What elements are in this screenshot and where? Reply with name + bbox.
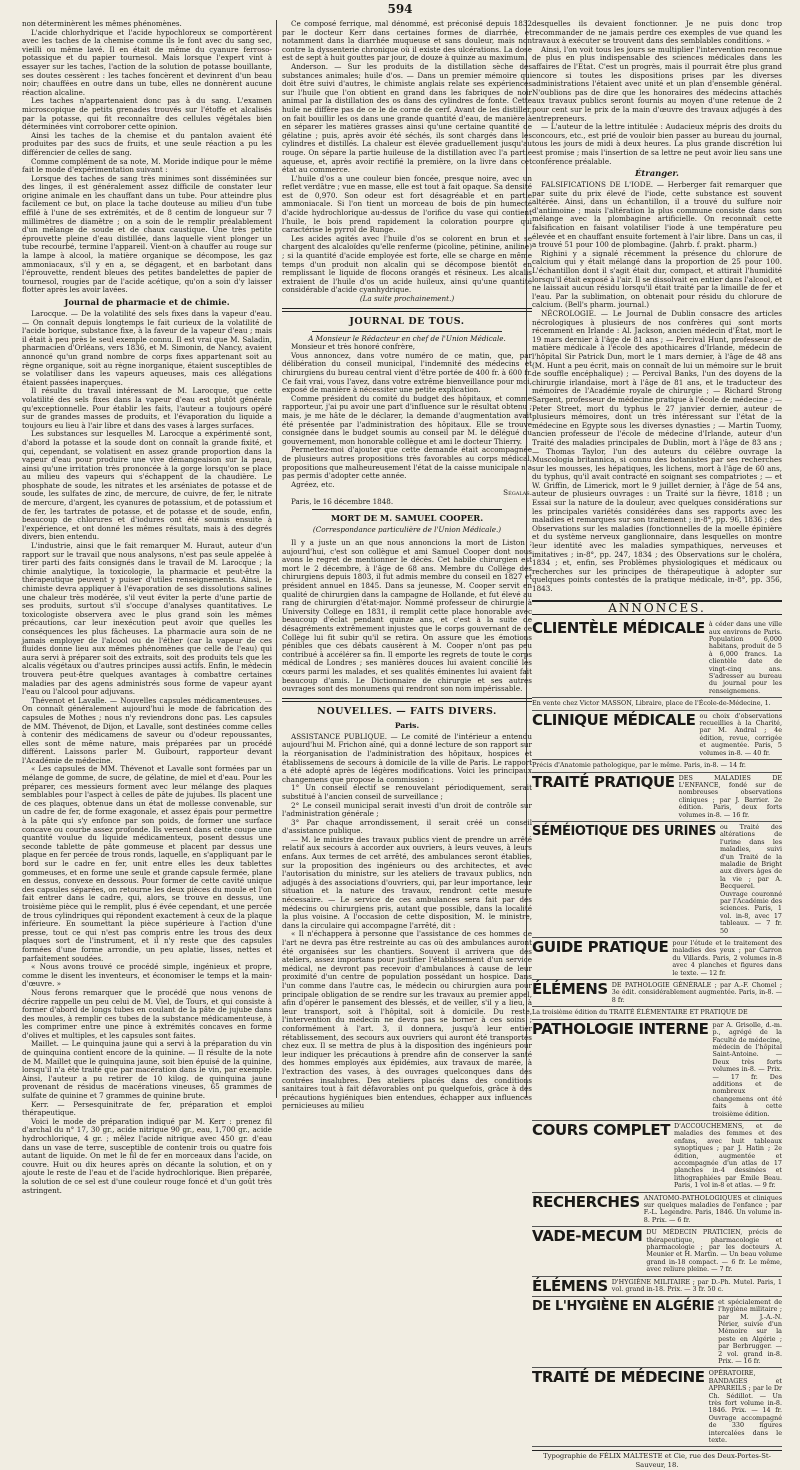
paragraph: Lorsque des taches de sang très minimes sont disséminées sur des linges, il est généralement assez difficile de constater leur origine animale en les chauffant dans un tube. Pour atteindre plus facilement ce but, on place la tache douteuse au milieu d'un tube effilé à l'une de ses extrémités, et de 8 centim de longueur sur 7 millimètres de diamètre ; on a soin de le remplir préalablement d'un mélange de soude et de chaux caustique. Une très petite éprouvette pleine d'eau distillée, dans laquelle vient plonger un tube recourbé, termine l'appareil. Vient-on à chauffer au rouge sur la lampe à alcool, la matière organique se décompose, les gaz ammoniacaux, s'il y en a, se dégagent, et en barbotant dans l'éprouvette, rendent bleues des petites bandelettes de papier de tournesol, rougies par de l'acide acétique, qu'on a soin d'y laisser flotter après les avoir lavées. — [22, 173, 272, 295]
section-title: NOUVELLES. — FAITS DIVERS. — [317, 705, 497, 717]
ad-item — [532, 1007, 782, 1019]
paragraph: Il résulte du travail intéressant de M. Larocque, que cette volatilité des sels fixes dans la vapeur d'eau est plutôt générale qu'exceptionnelle. Pour établir les faits, l'auteur a toujours opéré sur de grandes masses de produits, et l'évaporation du liquide a toujours eu lieu à l'air libre et dans des vases à larges surfaces. — [22, 386, 272, 430]
paragraph: Les acides agités avec l'huile d'os se colorent en brun et se chargent des alcaloïdes qu'elle renferme (picoline, pétinine, aniline) ; si la quantité d'acide employée est forte, elle se charge en même temps d'un produit non alcalin qui se décompose bientôt en remplissant le liquide de flocons orangés et résineux. Les alcalis extraient de l'huile d'os un acide huileux, ainsi qu'une quantité considérable d'acide cyanhydrique. — [282, 233, 532, 295]
paragraph: Maillet. — Le quinquina jaune qui a servi à la préparation du vin de quinquina contient encore de la quinine. — Il résulte de la note de M. Maillet que le quinquina jaune, soit bien épuisé de la quinine, lorsqu'il n'a été traité que par macération dans le vin, par exemple. Ainsi, l'auteur a pu retirer de 10 kilog. de quinquina jaune provenant de résidus de macérations vineuses, 65 grammes de sulfate de quinine et 7 grammes de quinine brute. — [22, 1039, 272, 1101]
paragraph: ASSISTANCE PUBLIQUE. — Le comité de l'intérieur a entendu aujourd'hui M. Frichon aîné, qui a donné lecture de son rapport sur la réorganisation de l'administration des hôpitaux, hospices et établissemens de secours à domicile de la ville de Paris. Le rapport a été adopté après de légères modifications. Voici les principaux changemens que propose la commission : — [282, 731, 532, 784]
ads-heading: ANNONCES. — [532, 600, 782, 616]
letter-address: A Monsieur le Rédacteur en chef de l'Union Médicale. — [308, 333, 506, 343]
ad-body: DE PATHOLOGIE GÉNÉRALE ; par A.-F. Chomel ; 3e édit. considérablement augmentée. Paris, in-8. — 8 fr. — [611, 981, 782, 1004]
ad-body: DU MÉDECIN PRATICIEN, précis de thérapeutique, pharmacologie et pharmacologie ; par les docteurs A. Meunier et H. Martin. — Un beau volume grand in-18 compact. — 6 fr. Le même, avec reliure pleine. — 7 fr. — [646, 1228, 782, 1274]
section-subtitle: (Correspondance particulière de l'Union Médicale.) — [312, 525, 502, 535]
ad-body: La troisième édition du TRAITÉ ÉLÉMENTAIRE ET PRATIQUE DE — [532, 1008, 748, 1017]
ad-title: ÉLÉMENS — [532, 1276, 608, 1295]
ad-item — [532, 698, 782, 710]
paragraph: Les taches n'appartenaient donc pas à du sang. L'examen microscopique de petits grenades trouvés sur l'étoffe et alcalisés par la potasse, qui fit reconnaître des cellules végétales bien déterminées vint corroborer cette opinion. — [22, 96, 272, 132]
ad-title: VADE-MECUM — [532, 1227, 643, 1246]
ad-item — [532, 1121, 782, 1193]
ad-body: D'ACCOUCHEMENS, et de maladies des femmes et des enfans, avec huit tableaux synoptiques ; par J. Hatin ; 2e édition, augmentée et accompagnée d'un atlas de 17 planches in-4 dessinées et lithographiées par Émile Beau. Paris, 1 vol in-8 et atlas. — 9 fr. — [674, 1121, 782, 1190]
ad-title: CLIENTÈLE MÉDICALE — [532, 619, 705, 638]
ad-title: PATHOLOGIE INTERNE — [532, 1019, 709, 1038]
ad-body: à céder dans une ville aux environs de Paris. Population 6,000 habitans, produit de 5 à 6,000 francs. La clientèle date de vingt-cinq ans. S'adresser au bureau du journal pour les renseignemens. — [708, 620, 782, 695]
paragraph: Vous annoncez, dans votre numéro de ce matin, que, par délibération du conseil municipal, l'indemnité des médecins et chirurgiens du bureau central vient d'être portée de 400 fr. à 600 fr. Ce fait vrai, vous l'avez, dans votre extrême bienveillance pour moi, exposé de manière à nécessiter une petite explication. — [282, 350, 532, 395]
column-rule — [276, 20, 277, 1098]
ad-body: pour l'étude et le traitement des maladies des yeux ; par Carron du Villards. Paris, 2 volumes in-8 avec 4 planches et figures dans le texte. — 12 fr. — [672, 939, 782, 977]
ad-item — [532, 1277, 782, 1297]
ad-item — [532, 1020, 782, 1121]
paragraph: 2° Le conseil municipal serait investi d'un droit de contrôle sur l'administration générale ; — [282, 800, 532, 819]
ad-body: D'HYGIÈNE MILITAIRE ; par D.-Ph. Mutel. Paris, 1 vol. grand in-18. Prix. — 3 fr. 50 c. — [611, 1277, 782, 1294]
ad-title: COURS COMPLET — [532, 1120, 671, 1139]
continued-note: (La suite prochainement.) — [359, 294, 455, 303]
paragraph: desquelles ils devaient fonctionner. Je ne puis donc trop recommander de ne jamais perdre ces exemples de vue quand les travaux à exécuter se trouvent dans des semblables conditions. » — [532, 19, 782, 46]
ad-item — [532, 1297, 782, 1369]
ad-item — [532, 1368, 782, 1447]
ad-body: DES MALADIES DE L'ENFANCE, fondé sur de nombreuses observations cliniques ; par J. Barrier. 2e édition. Paris, deux forts volumes in-8. — 16 fr. — [678, 773, 782, 819]
paragraph: Les substances sur lesquelles M. Larocque a expérimenté sont, d'abord la potasse et la soude dont on connaît la grande fixité, et qui, cependant, se volatisent en assez grande proportion dans la vapeur d'eau pour produire une vive démangeaison sur la peau, ainsi qu'une irritation très prononcée à la gorge lorsqu'on se place au milieu des vapeurs qui s'échappent de la chaudière. Le phosphate de soude, les nitrates et les arséniates de potasse et de soude, les sulfates de zinc, de mercure, de cuivre, de fer, le nitrate de mercure, d'argent, les cyanures de potassium, et de potassium et de fer, les tartrates de potasse, et de potasse et de soude, enfin, beaucoup de chlorures et d'iodures ont été soumis ensuite à l'expérience, et ont donné les mêmes résultats, mais à des degrés divers, bien entendu. — [22, 429, 272, 542]
divider — [312, 509, 502, 510]
paragraph: Anderson. — Sur les produits de la distillation sèche des substances animales; huile d'os. — Dans un premier mémoire qui doit être suivi d'autres, le chimiste anglais relate ses expériences sur l'huile que l'on obtient en grand dans les fabriques de noir animal par la distillation des os dans des cylindres de fonte. Cette huile ne diffère pas de ce le de corne de cerf. Avant de les distiller, on fait bouillir les os dans une grande quantité d'eau, de manière à en séparer les matières grasses ainsi qu'une certaine quantité de gélatine ; puis, après avoir été séchés, ils sont chargés dans les cylindres et distillés. La chaleur est élevée graduellement jusqu'au rouge. On sépare la partie huileuse de la distillation avec l'a partie aqueuse, et, après avoir rectifié la première, on la livre dans cet état au commerce. — [282, 61, 532, 175]
letter-signature: Ségalas. — [503, 488, 532, 498]
ad-title: TRAITÉ PRATIQUE — [532, 772, 675, 791]
paragraph: Ainsi les taches de la chemise et du pantalon avaient été produites par des sucs de fruits, et une seule réaction a pu les différencier de celles de sang. — [22, 130, 272, 157]
paragraph: Righini y a signalé récemment la présence du chlorure de calcium qui y était mélangé dans la proportion de 25 pour 100. L'échantillon dont il s'agit était dur, compact, et attirait l'humidité lorsqu'il était exposé à l'air. Il se dissolvait en entier dans l'alcool, et ne laissait aucun résidu lorsqu'il était traité par la limaille de fer et l'eau. Par la sublimation, on obtenait pour résidu du chlorure de calcium. (Bell's pharm. journal.) — [532, 248, 782, 310]
ad-title: ÉLÉMENS — [532, 980, 608, 999]
ad-title: DE L'HYGIÈNE EN ALGÉRIE — [532, 1298, 715, 1314]
paragraph: — M. le ministre des travaux publics vient de prendre un arrêté relatif aux secours à accorder aux ouvriers, à leurs veuves, à leurs enfans. Aux termes de cet arrêté, des ambulances seront établies, sur la proposition des ingénieurs ou des architectes, et avec l'autorisation du ministre, sur les ateliers de travaux publics, non adjugés à des associations d'ouvriers, qui, par leur importance, leur situation et la nature des travaux, rendront cette mesure nécessaire. — Le service de ces ambulances sera fait par des médecins ou chirurgiens pris, autant que possible, dans la localité la plus voisine. A l'occasion de cette disposition, M. le ministre, dans la circulaire qui accompagne l'arrêté, dit : — [282, 834, 532, 930]
paragraph: FALSIFICATIONS DE L'IODE. — Herberger fait remarquer que par suite du prix élevé de l'iode, cette substance est souvent altérée. Ainsi, dans un échantillon, il a trouvé du sulfure noir d'antimoine ; mais l'altération la plus commune consiste dans son mélange avec la plombagine artificielle. On reconnaît cette falsification en faisant volatiliser l'iode à une température peu élevée et en chauffant ensuite fortement à l'air libre. Dans un cas, il a trouvé 51 pour 100 de plombagine. (Jahrb. f. prakt. pharm.) — [532, 180, 782, 250]
paragraph: 1° Un conseil électif se renouvelant périodiquement, serait substitué à l'ancien conseil de surveillance ; — [282, 783, 532, 801]
ad-item — [532, 938, 782, 980]
section-title: MORT DE M. SAMUEL COOPER. — [330, 513, 484, 524]
divider — [282, 308, 532, 312]
ad-item — [532, 773, 782, 822]
paragraph: Permettez-moi d'ajouter que cette demande était accompagnée de plusieurs autres propositions très favorables au corps médical, propositions que malheureusement l'état de la caisse municipale n'a pas permis d'adopter cette année. — [282, 445, 532, 481]
ad-item — [532, 1227, 782, 1276]
paragraph: NÉCROLOGIE. — Le Journal de Dublin consacre des articles nécrologiques à plusieurs de nos confrères qui sont morts récemment en Irlande : Al. Jackson, ancien médecin d'État, mort le 19 mars dernier à l'âge de 81 ans ; — Percival Hunt, professeur de matière médicale à l'école des apothicaires d'Irlande, médecin de l'hôpital Sir Patrick Dun, mort le 1 mars dernier, à l'âge de 48 ans (M. Hunt a peu écrit, mais on connaît de lui un mémoire sur le bruit de souffle encéphalique) ; — Percival Banks, l'un des doyens de la chirurgie irlandaise, mort à l'âge de 81 ans, et le traducteur des mémoires de l'Académie royale de chirurgie ; — Richard Strong Sargent, professeur de médecine pratique à l'école de médecine ; — Peter Street, mort du typhus le 27 janvier dernier, auteur de plusieurs mémoires, dont un très intéressant sur l'état de la médecine en Egypte sous les diverses dynasties ; — Martin Tuomy, ancien professeur de l'école de médecine d'Irlande, auteur d'un Traité des maladies principales de Dublin, mort à l'âge de 83 ans ; — Thomas Taylor, l'un des auteurs du célèbre ouvrage la Muscologia britannica, si connu des botanistes par ses recherches sur les mousses, les hépatiques, les lichens, mort à l'âge de 60 ans, du typhus, qu'il avait contracté en soignant ses compatriotes ; — et W. Griffin, de Limerick, mort le 9 juillet dernier, à l'âge de 54 ans, auteur de plusieurs ouvrages : un Traité sur la fièvre, 1818 ; un Essai sur la nature de la douleur, avec quelques considérations sur les principales variétés considérées dans ses rapports avec les maladies et remarques sur son traitement ; in-8°, pp. 96, 1836 ; des Observations sur les maladies (fonctionnelles de la moelle épinière et du système nerveux ganglionnaire, dans lesquelles on montre leur identité avec les maladies sympathiques, nerveuses et imitatives ; in-8°, pp. 247, 1834 ; des Observations sur le choléra, 1834 ; et, enfin, ses Problèmes physiologiques et médicaux ou recherches sur les principes de thérapeutique à adopter sur quelques points contestés de la pratique médicale, in-8°, pp. 356, 1843. — [532, 309, 782, 593]
printer-footer: Typographie de FÉLIX MALTESTE et Cie, rue des Deux-Portes-St-Sauveur, 18. — [532, 1450, 782, 1469]
ad-item — [532, 822, 782, 938]
paragraph: Agréez, etc. — [291, 479, 335, 489]
ad-item — [532, 1193, 782, 1228]
page-number: 594 — [387, 2, 413, 16]
section-title: JOURNAL DE TOUS. — [349, 315, 465, 327]
ads-list — [532, 619, 782, 1447]
paragraph: Nous ferons remarquer que le procédé que nous venons de décrire rappelle un peu celui de M. Viel, de Tours, et qui consiste à former d'abord de longs tubes en coulant de la pâte de jujube dans des moules, à remplir ces tubes de la substance médicamenteuse, à les comprimer entre une pince à extrémités concaves en forme d'olives et multiples, et les capsules sont faites. — [22, 987, 272, 1040]
letter-date: Paris, le 16 décembre 1848. — [291, 496, 394, 506]
paragraph: Ainsi, l'on voit tous les jours se multiplier l'intervention reconnue de plus en plus indispensable des sciences médicales dans les affaires de l'Etat. C'est un progrès, mais il pourrait être plus grand encore si toutes les dispositions prises par les diverses administrations l'étaient avec unité et un plan d'ensemble général. N'oublions pas de dire que les honoraires des médecins attachés aux travaux publics seront fournis au moyen d'une retenue de 2 pour cent sur le prix de la main d'œuvre des travaux adjugés à des entrepreneurs. — [532, 44, 782, 123]
ad-item — [532, 760, 782, 772]
divider — [282, 698, 532, 702]
paragraph: non déterminèrent les mêmes phénomènes. — [22, 19, 182, 28]
paragraph: Comme président du comité du budget des hôpitaux, et comme rapporteur, j'ai pu avoir une part d'influence sur le résultat obtenu ; mais, je me hâte de le déclarer, la demande d'augmentation avait été présentée par l'administration des hôpitaux. Elle se trouve consignée dans le budget soumis au conseil par M. le délégué du gouvernement, mon honorable collègue et ami le docteur Thierry. — [282, 393, 532, 446]
column-2 — [282, 19, 532, 1111]
paragraph: — L'auteur de la lettre intitulée : Audacieux mépris des droits du concours, etc., est prié de vouloir bien passer au bureau du journal, tous les jours de midi à deux heures. La plus grande discrétion lui est promise ; mais l'insertion de sa lettre ne peut avoir lieu sans une conférence préalable. — [532, 122, 782, 166]
ad-body: En vente chez Victor MASSON, Libraire, place de l'École-de-Médecine, 1. — [532, 699, 771, 708]
ad-title: SÉMÉIOTIQUE DES URINES — [532, 823, 716, 839]
paragraph: Kerr. — Persesquinitrate de fer, préparation et emploi thérapeutique. — [22, 1099, 272, 1118]
paragraph: L'acide chlorhydrique et l'acide hypochloreux se comportèrent avec les taches de la chemise comme ils le font avec du sang sec, vieilli ou même lavé. Il en était de même du cyanure ferroso-potassique et du papier tournesol. Mais lorsque l'expert vint à essayer sur les taches, l'action de la solution de potasse bouillante, ses doutes cessèrent : les taches foncèrent et devinrent d'un beau noir; chauffées en outre dans un tube, elles ne donnèrent aucune réaction alcaline. — [22, 27, 272, 97]
location-heading: Paris. — [394, 720, 420, 730]
ad-title: CLINIQUE MÉDICALE — [532, 710, 696, 729]
ad-title: RECHERCHES — [532, 1192, 640, 1211]
section-heading: Journal de pharmacie et de chimie. — [64, 297, 230, 307]
paragraph: Il y a juste un an que nous annoncions la mort de Liston ; aujourd'hui, c'est son collègue et ami Samuel Cooper dont nous avons le regret de mentionner le décès. Cet habile chirurgien est mort le 2 décembre, à l'âge de 68 ans. Membre du Collège des chirurgiens depuis 1803, il fut admis membre du conseil en 1827 et président annuel en 1845. Dans sa jeunesse, M. Cooper servit en qualité de chirurgien dans la campagne de Hollande, et fut élevé au rang de chirurgien d'état-major. Nommé professeur de chirurgie à University College en 1831, il remplit cette place honorable avec beaucoup d'éclat pendant quinze ans, et c'est à la suite de désagréments extrêmement injustes que le corps gouvernant de ce Collège lui fit subir qu'il se retira. On assure que les émotions pénibles que ces débats causèrent à M. Cooper n'ont pas peu contribué à accélérer sa fin. Il emporte les regrets de toute le corps médical de Londres ; ses manières douces lui avaient concilié les cœurs parmi les malades, et ses qualités éminentes lui avaient fait beaucoup d'amis. Le Dictionnaire de chirurgie et ses autres ouvrages sont des monumens qui rendront son nom impérissable. — [282, 538, 532, 694]
ad-body: ou Traité des altérations de l'urine dans les maladies, suivi d'un Traité de la maladie de Bright aux divers âges de la vie ; par A. Becquerel. Ouvrage couronné par l'Académie des sciences. Paris, 1 vol. in-8, avec 17 tableaux. — 7 fr. 50 — [719, 822, 782, 935]
ad-body: par A. Grisolle, d.-m. p., agrégé de la Faculté de médecine, médecin de l'hôpital Saint-Antoine. — Deux très forts volumes in-8. — Prix. — 17 fr. Des additions et de nombreux changemens ont été faits à cette troisième édition. — [712, 1020, 782, 1118]
ad-body: ANATOMO-PATHOLOGIQUES et cliniques sur quelques maladies de l'enfance ; par F.-L. Legendre. Paris, 1846. Un volume in-8. Prix. — 6 fr. — [643, 1193, 782, 1224]
paragraph: Thévenot et Lavalle. — Nouvelles capsules médicamenteuses. — On connaît généralement aujourd'hui le mode de fabrication des capsules de Mothes ; nous n'y reviendrons donc pas. Les capsules de MM. Thévenot, de Dijon, et Lavalle, sont destinées comme celles à contenir des médicamens de saveur ou d'odeur repoussantes, elles sont de même nature, mais préparées par un procédé différent. Laissons parler M. Guibourt, rapporteur devant l'Académie de médecine. — [22, 695, 272, 765]
divider — [312, 331, 502, 332]
ad-title: TRAITÉ DE MÉDECINE — [532, 1368, 705, 1387]
ad-body: OPÉRATOIRE, BANDAGES et APPAREILS ; par le Dr Ch. Sédillot. — Un très fort volume in-8. 1846. Prix. — 14 fr. Ouvrage accompagné de 330 figures intercalées dans le texte. — [708, 1369, 782, 1444]
letter-salutation: Monsieur et très honoré confrère, — [291, 342, 416, 352]
paragraph: Larocque. — De la volatilité des sels fixes dans la vapeur d'eau. — On connaît depuis longtemps le fait curieux de la volatilité de l'acide borique, substance fixe, à la faveur de la vapeur d'eau ; mais il était à peu près le seul exemple connu. Il est vrai que M. Saladin, pharmacien d'Orléans, vers 1836, et M. Simonin, de Nancy, avaient annoncé qu'un grand nombre de corps fixes appartenant soit au règne organique, soit au règne inorganique, étaient susceptibles de se volatiliser dans les vapeurs aqueuses, mais ces allégations étaient passées inaperçues. — [22, 309, 272, 387]
ad-item — [532, 980, 782, 1007]
paragraph: « Nous avons trouvé ce procédé simple, ingénieux et propre, comme le disent les inventeurs, et économiser le temps et la main-d'œuvre. » — [22, 962, 272, 989]
section-heading: Étranger. — [635, 168, 679, 179]
paragraph: Voici le mode de préparation indiqué par M. Kerr : prenez fil d'archal du n° 17, 30 gr., acide nitrique 90 gr., eau, 1,700 gr., acide hydrochlorique, 4 gr. ; mêlez l'acide nitrique avec 450 gr. d'eau dans un vase de terre, susceptible de contenir trois ou quatre fois autant de liquide. On met le fil de fer en morceaux dans l'acide, on couvre. Huit ou dix heures après on décante la solution, et on y ajoute le reste de l'eau et de l'acide hydrochlorique. Bien préparée, la solution de ce sel est d'une couleur rouge foncé et d'un goût très astringent. — [22, 1116, 272, 1195]
column-1 — [22, 19, 272, 1195]
ad-body: ou choix d'observations recueillies à la Charité, par M. Andral ; 4e édition, revue, corrigée et augmentée. Paris, 5 volumes in-8. — 40 fr. — [699, 711, 782, 757]
ad-title: GUIDE PRATIQUE — [532, 938, 669, 957]
paragraph: Comme complément de sa note, M. Moride indique pour le même fait le mode d'expérimentation suivant : — [22, 156, 272, 175]
ad-body: Précis d'Anatomie pathologique, par le même. Paris, in-8. — 14 fr. — [532, 761, 746, 770]
paragraph: L'huile d'os a une couleur bien foncée, presque noire, avec un reflet verdâtre ; vue en masse, elle est tout à fait opaque. Sa densité est de 0,970. Son odeur est fort désagréable et en partie ammoniacale. Si l'on tient un morceau de bois de pin humecté d'acide hydrochlorique au-dessus de l'orifice du vase qui contient l'huile, le bois prend rapidement la coloration pourpre qui caractérise le pyrrol de Runge. — [282, 173, 532, 235]
ad-item — [532, 711, 782, 760]
paragraph: « Les capsules de MM. Thévenot et Lavalle sont formées par un mélange de gomme, de sucre, de gélatine, de miel et d'eau. Pour les préparer, ces messieurs forment avec leur mélange des plaques semblables pour l'aspect à celles de pâte de jujubes. Ils placent une de ces plaques, obtenue dans un état de mollesse convenable, sur un cadre de fer, de forme exagonale, et assez épais pour permettre à la pâte qui s'y enfonce par son poids, de former une surface concave ou courbe assez profonde. Ils versent dans cette coupe une quantité voulue du liquide médicamenteux, posent dessus une seconde tablette de pâte gommeuse et placent par dessus une plaque en fer percée de trous ronds, laquelle, en s'appliquant par le bord sur le cadre en fer, unit entre elles les deux tablettes gommeuses, et en forme une seule et grande capsule fermée, plane en dessus, convexe en dessous. Pour former de cette cavité unique des capsules séparées, on retourne les deux pièces du moule et l'on fait entrer dans le cadre, qui, alors, se trouve en dessus, une troisième pièce qui le remplit, plus é évée cependant, et une percée de trous cylindriques qui répondent exactement à ceux de la plaque inférieure. En soumettant la pièce supérieure à l'action d'une presse, tout ce qui n'est pas compris entre les trous des deux plaques sort de l'instrument, et il n'y reste que des capsules formées d'une forme arrondie, un peu aplatie, lisses, nettes et parfaitement soudées. — [22, 764, 272, 963]
paragraph: 3° Par chaque arrondissement, il serait créé un conseil d'assistance publique. — [282, 817, 532, 836]
paragraph: « Il n'échappera à personne que l'assistance de ces hommes de l'art ne devra pas être restreinte au cas où des ambulances auront été organisées sur les chantiers. Souvent il arrivera que des ateliers, assez importans pour justifier l'établissement d'un service médical, ne devront pas recevoir d'ambulances à cause de leur proximité d'un centre de population possédant un hospice. Dans l'un comme dans l'autre cas, le médecin ou chirurgien aura pour principale obligation de se rendre sur les travaux au premier appel, afin d'opérer le pansement des blessés, et de veiller, s'il y a lieu, à leur transport, soit à l'hôpital, soit à domicile. Du reste, l'intervention du médecin ne devra pas se borner à ces soins ; conformément à l'art. 3, il donnera, jusqu'à leur entier rétablissement, des secours aux ouvriers qui auront été transportés chez eux. Il se mettra de plus à la disposition des ingénieurs pour leur indiquer les précautions à prendre afin de conserver la santé des hommes employés aux épidémies, aux travaux de marée, à l'extraction des vases, à des ouvrages quelconques dans des contrées insalubres. Des ateliers placés dans des conditions sanitaires tout à fait défavorables ont pu quelquefois, grâce à des précautions hygiéniques bien entendues, échapper aux influences pernicieuses au milieu — [282, 929, 532, 1111]
paragraph: Ce composé ferrique, mal dénommé, est préconisé depuis 1832 par le docteur Kerr dans certaines formes de diarrhée, et notamment dans la diarrhée muqueuse et sans douleur, mais non contre la dyssenterie chronique où il existe des ulcérations. La dose est de sept à huit gouttes par jour, de douze à quinze au maximum. — [282, 19, 532, 63]
ad-item — [532, 619, 782, 698]
ad-body: et spécialement de l'hygiène militaire ; par M. J.-A.-N. Périer, suivie d'un Mémoire sur la peste en Algérie ; par Berbrugger. — 2 vol. grand in-8. Prix. — 16 fr. — [718, 1297, 782, 1365]
column-3 — [532, 19, 782, 1469]
paragraph: L'industrie, ainsi que le fait remarquer M. Huraut, auteur d'un rapport sur le travail que nous analysons, n'est pas seule appelée à tirer parti des faits consignés dans le travail de M. Larocque ; la chimie analytique, la toxicologie, la pharmacie et peut-être la thérapeutique peuvent y puiser d'utiles renseignements. Ainsi, le chimiste devra appliquer à l'évaporation de ses dissolutions salines une chaleur très modérée, s'il veut éviter la perte d'une partie de ses produits, surtout s'il s'occupe d'analyses quantitatives. Le toxicologiste observera avec le plus grand soin les mêmes précautions, car leur inexécution peut avoir que quelles les conséquences les plus fâcheuses. La pharmacie aura soin de ne jamais employer de l'alcool ou de l'éther (car la vapeur de ces fluides donne lieu aux mêmes phénomènes que celle de l'eau) qui aura servi à préparer soit des extraits, soit des produits tels que les alcalis végétaux ou d'autres principes aussi actifs. Enfin, le médecin trouvera peut-être quelques avantages à combattre certaines maladies par des agens administrés sous forme de vapeur ayant l'eau ou l'alcool pour adjuvans. — [22, 541, 272, 697]
